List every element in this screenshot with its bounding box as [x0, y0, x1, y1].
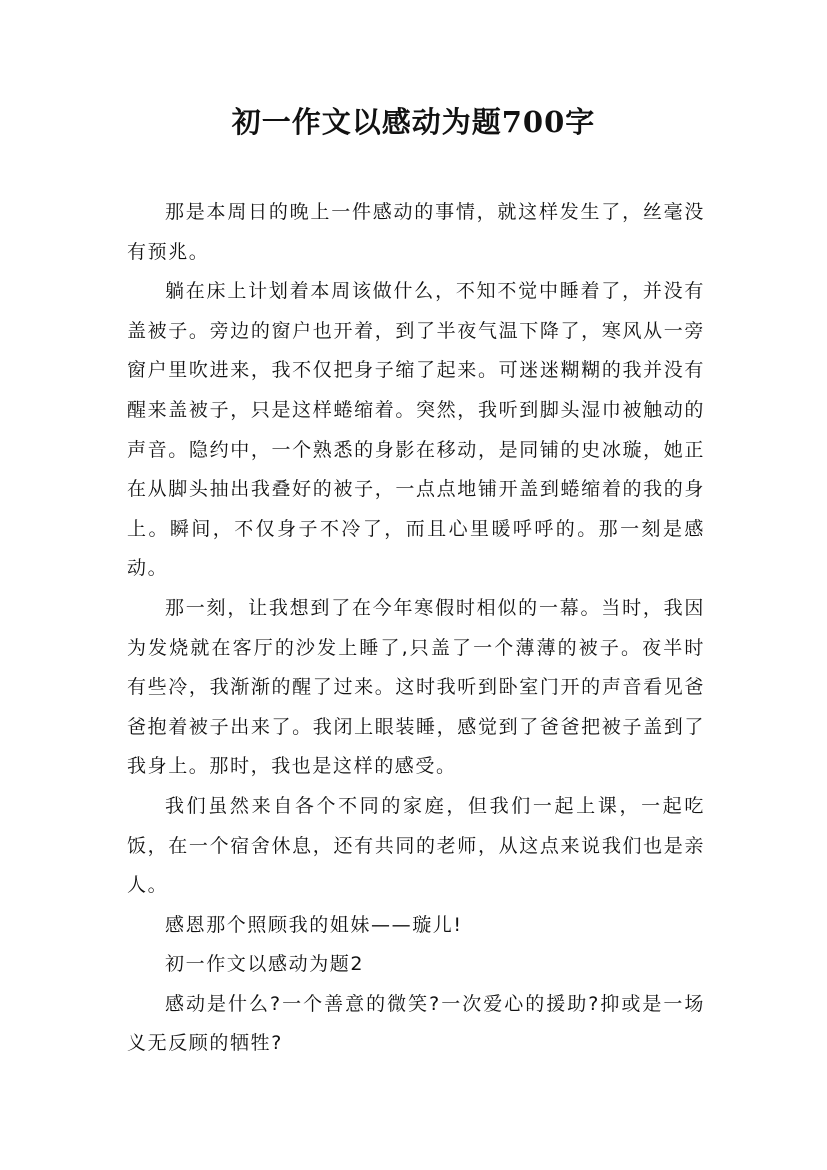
page-title: 初一作文以感动为题700字 [231, 105, 596, 139]
paragraph-5: 感恩那个照顾我的姐妹——璇儿! [165, 913, 463, 936]
paragraph-4: 我们虽然来自各个不同的家庭，但我们一起上课，一起吃饭，在一个宿舍休息，还有共同的老师，从这点来说我们也是亲人。 [127, 794, 705, 897]
section-heading: 初一作文以感动为题2 [165, 953, 365, 976]
paragraph-6: 感动是什么?一个善意的微笑?一次爱心的援助?抑或是一场义无反顾的牺牲? [127, 992, 705, 1055]
paragraph-3: 那一刻，让我想到了在今年寒假时相似的一幕。当时，我因为发烧就在客厅的沙发上睡了,只盖了一个薄薄的被子。夜半时有些冷，我渐渐的醒了过来。这时我听到卧室门开的声音看见爸爸抱着被子出来了。我闭上眼装睡，感觉到了爸爸把被子盖到了我身上。那时，我也是这样的感受。 [127, 596, 705, 778]
paragraph-2: 躺在床上计划着本周该做什么，不知不觉中睡着了，并没有盖被子。旁边的窗户也开着，到了半夜气温下降了，寒风从一旁窗户里吹进来，我不仅把身子缩了起来。可迷迷糊糊的我并没有醒来盖被子，只是这样蜷缩着。突然，我听到脚头湿巾被触动的声音。隐约中，一个熟悉的身影在移动，是同铺的史冰璇，她正在从脚头抽出我叠好的被子，一点点地铺开盖到蜷缩着的我的身上。瞬间，不仅身子不冷了，而且心里暖呼呼的。那一刻是感动。 [127, 280, 705, 580]
document-body [127, 193, 705, 1064]
paragraph-1: 那是本周日的晚上一件感动的事情，就这样发生了，丝毫没有预兆。 [127, 201, 705, 263]
